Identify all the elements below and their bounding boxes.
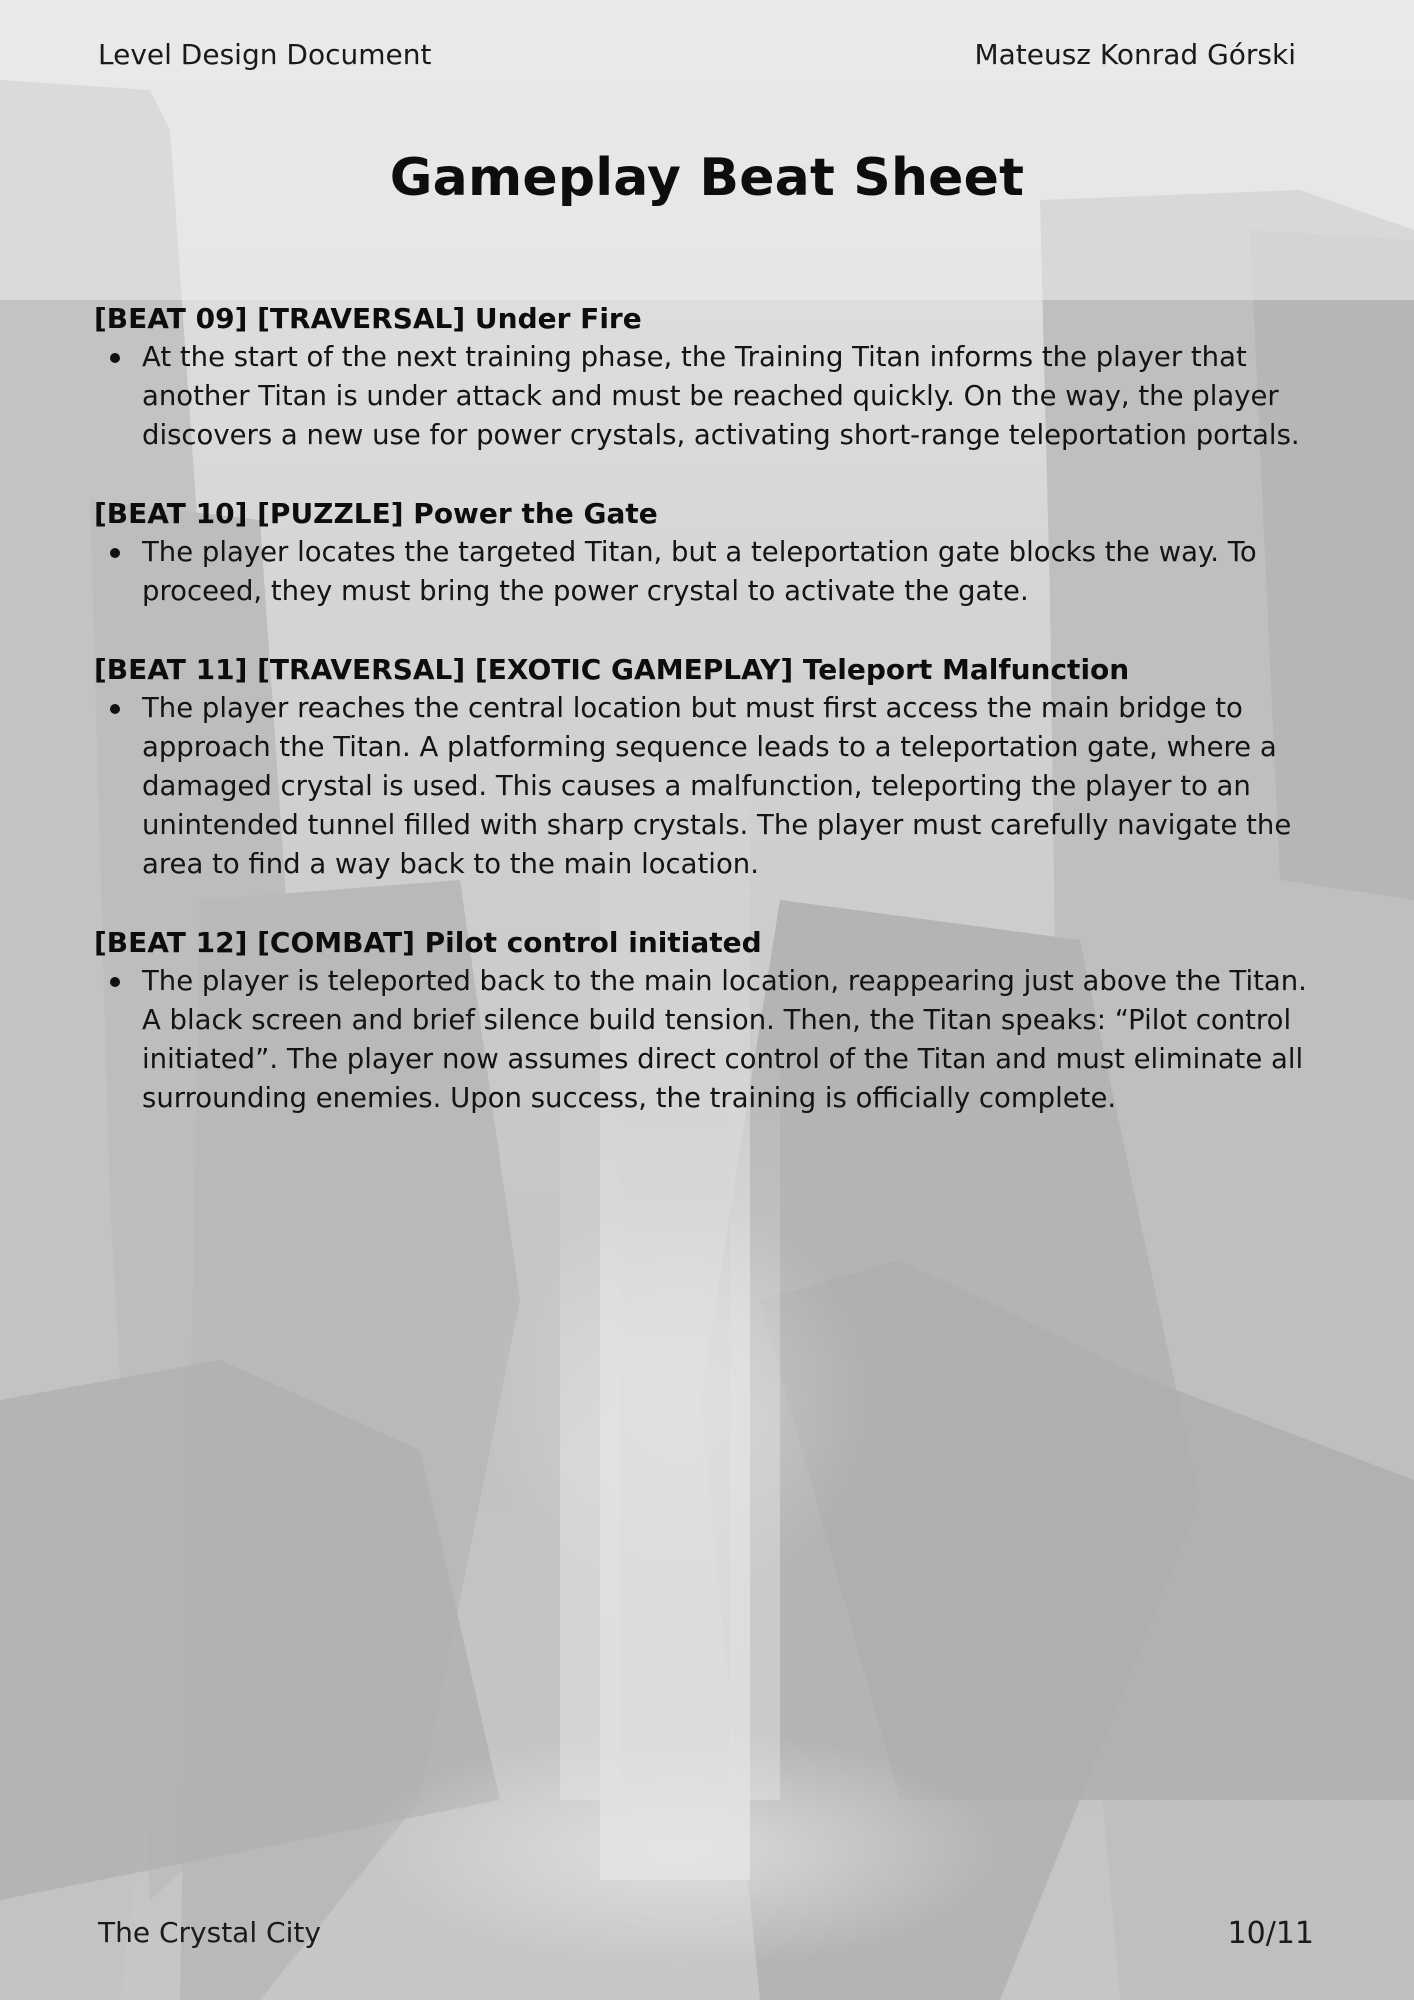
page-title: Gameplay Beat Sheet [389,148,1025,208]
beat-heading: [BEAT 11] [TRAVERSAL] [EXOTIC GAMEPLAY] Teleport Malfunction [94,653,1130,686]
header-document-type: Level Design Document [98,38,432,71]
beat-description: The player locates the targeted Titan, but a teleportation gate blocks the way. To proceed, they must bring the power crystal to activate the gate. [142,533,1334,611]
beat-12 [94,924,1334,1118]
footer-section-name: The Crystal City [98,1916,321,1949]
beat-description: The player reaches the central location but must first access the main bridge to approach the Titan. A platforming sequence leads to a teleportation gate, where a damaged crystal is used. This causes a malfunction, teleporting the player to an unintended tunnel filled with sharp crystals. The player must carefully navigate the area to find a way back to the main location. [142,689,1334,884]
page-number: 10/11 [1227,1916,1314,1951]
beat-11 [94,651,1334,884]
beat-bullets [94,689,1334,884]
beat-09 [94,300,1334,455]
beat-bullets [94,533,1334,611]
beat-bullets [94,962,1334,1118]
beat-bullets [94,338,1334,455]
beat-heading: [BEAT 09] [TRAVERSAL] Under Fire [94,302,642,335]
beat-description: The player is teleported back to the main location, reappearing just above the Titan. A black screen and brief silence build tension. Then, the Titan speaks: “Pilot control initiated”. The player now assumes direct control of the Titan and must eliminate all surrounding enemies. Upon success, the training is officially complete. [142,962,1334,1118]
beat-description: At the start of the next training phase, the Training Titan informs the player that another Titan is under attack and must be reached quickly. On the way, the player discovers a new use for power crystals, activating short-range teleportation portals. [142,338,1334,455]
beat-10 [94,495,1334,611]
beat-heading: [BEAT 12] [COMBAT] Pilot control initiated [94,926,762,959]
beat-heading: [BEAT 10] [PUZZLE] Power the Gate [94,497,658,530]
header-author: Mateusz Konrad Górski [974,38,1296,71]
beat-list [94,300,1334,1158]
